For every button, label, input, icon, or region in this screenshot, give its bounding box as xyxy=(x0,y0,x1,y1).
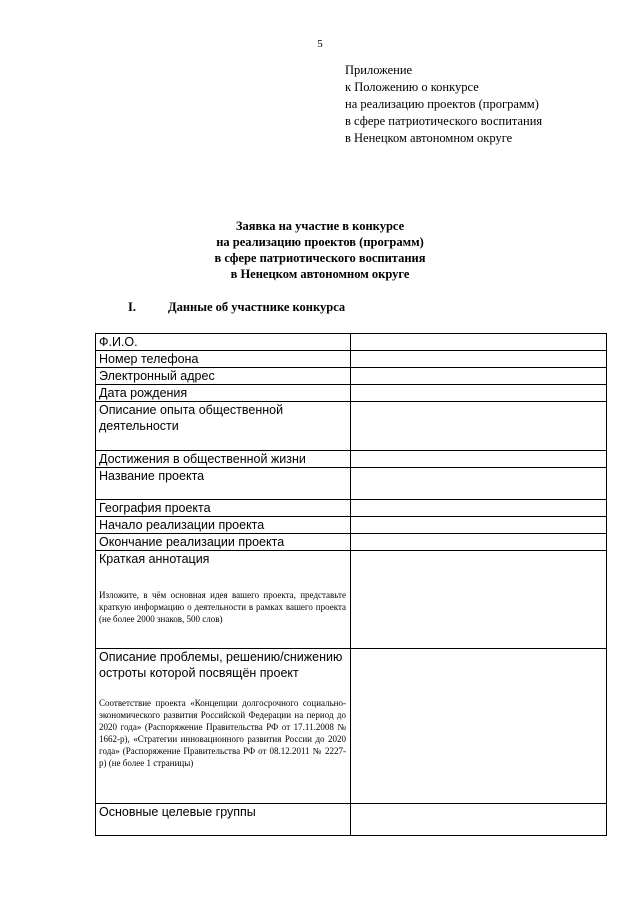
participant-form-table xyxy=(95,333,607,836)
field-label-birthdate: Дата рождения xyxy=(96,385,351,402)
table-row xyxy=(96,402,607,451)
form-title-line: на реализацию проектов (программ) xyxy=(216,235,424,249)
table-row xyxy=(96,468,607,500)
field-label-phone: Номер телефона xyxy=(96,351,351,368)
field-label-annotation: Краткая аннотация xyxy=(99,552,210,566)
section-number: I. xyxy=(128,300,136,314)
field-value-target-groups[interactable] xyxy=(351,804,607,836)
section-heading xyxy=(128,300,345,315)
field-cell-annotation xyxy=(96,551,351,649)
field-label-start: Начало реализации проекта xyxy=(96,517,351,534)
section-title: Данные об участнике конкурса xyxy=(168,300,346,314)
field-value-project-name[interactable] xyxy=(351,468,607,500)
field-label-fio: Ф.И.О. xyxy=(96,334,351,351)
table-row xyxy=(96,385,607,402)
field-value-fio[interactable] xyxy=(351,334,607,351)
field-value-annotation[interactable] xyxy=(351,551,607,649)
field-label-experience: Описание опыта общественной деятельности xyxy=(96,402,351,451)
table-row xyxy=(96,649,607,804)
table-row xyxy=(96,334,607,351)
table-row xyxy=(96,551,607,649)
form-title-line: в сфере патриотического воспитания xyxy=(214,251,426,265)
appendix-line: в Ненецком автономном округе xyxy=(345,131,513,145)
field-label-achievements: Достижения в общественной жизни xyxy=(96,451,351,468)
field-value-birthdate[interactable] xyxy=(351,385,607,402)
table-row xyxy=(96,517,607,534)
field-value-experience[interactable] xyxy=(351,402,607,451)
appendix-line: Приложение xyxy=(345,63,413,77)
table-row xyxy=(96,534,607,551)
field-label-email: Электронный адрес xyxy=(96,368,351,385)
table-row xyxy=(96,451,607,468)
appendix-line: к Положению о конкурсе xyxy=(345,80,479,94)
field-value-achievements[interactable] xyxy=(351,451,607,468)
field-label-end: Окончание реализации проекта xyxy=(96,534,351,551)
table-row xyxy=(96,804,607,836)
appendix-line: на реализацию проектов (программ) xyxy=(345,97,539,111)
table-row xyxy=(96,500,607,517)
appendix-line: в сфере патриотического воспитания xyxy=(345,114,543,128)
table-row xyxy=(96,351,607,368)
form-title-line: Заявка на участие в конкурсе xyxy=(235,219,405,233)
field-label-problem: Описание проблемы, решению/снижению остроты которой посвящён проект xyxy=(99,650,343,680)
form-title-line: в Ненецком автономном округе xyxy=(230,267,410,281)
field-hint-problem: Соответствие проекта «Концепции долгосрочного социально-экономического развития Российской Федерации на период до 2020 года» (Распоряжение Правительства РФ от 17.11.2008 № 1662-р), «Стратегии инновационного развития России до 2020 года» (Распоряжение Правительства РФ от 08.12.2011 № 2227-р) (не более 1 страницы) xyxy=(99,698,346,768)
page-number: 5 xyxy=(317,38,323,50)
field-value-problem[interactable] xyxy=(351,649,607,804)
field-value-phone[interactable] xyxy=(351,351,607,368)
field-label-project-name: Название проекта xyxy=(96,468,351,500)
table-row xyxy=(96,368,607,385)
field-value-email[interactable] xyxy=(351,368,607,385)
form-title xyxy=(0,218,640,282)
field-value-start[interactable] xyxy=(351,517,607,534)
field-cell-problem xyxy=(96,649,351,804)
field-label-geography: География проекта xyxy=(96,500,351,517)
field-label-target-groups: Основные целевые группы xyxy=(96,804,351,836)
field-value-end[interactable] xyxy=(351,534,607,551)
appendix-header xyxy=(345,62,542,147)
field-value-geography[interactable] xyxy=(351,500,607,517)
field-hint-annotation: Изложите, в чём основная идея вашего проекта, представьте краткую информацию о деятельности в рамках вашего проекта (не более 2000 знаков, 500 слов) xyxy=(99,590,346,624)
